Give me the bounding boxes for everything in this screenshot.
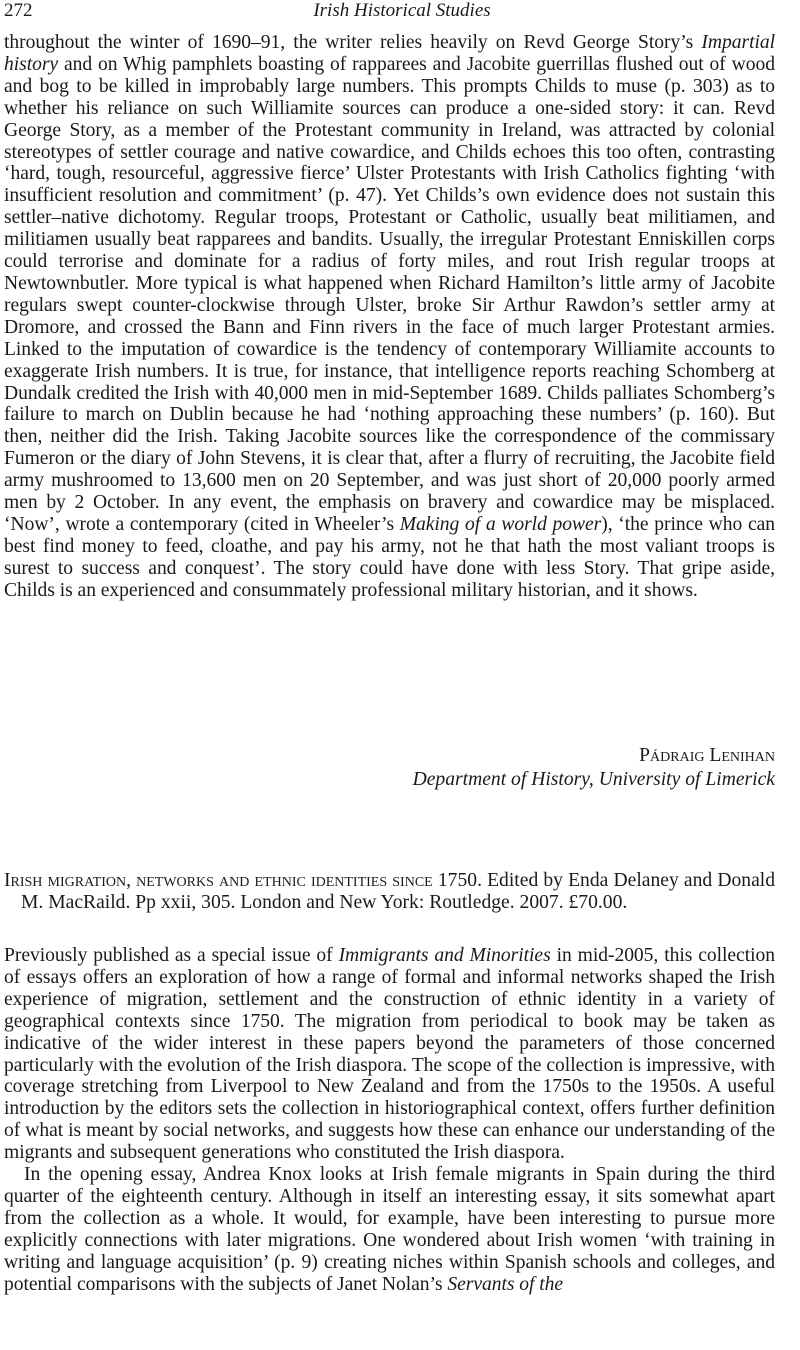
book-details: 1750. Edited by Enda Delaney and [437,870,713,891]
page-header [4,0,800,24]
reviewer-affiliation: Department of History, University of Limerick [412,769,775,790]
reviewer-signature [4,745,775,791]
body-text: ), ‘the prince who can best find money to feed, cloathe, and pay his army, not he that hath the most valiant troops is surest to success and conquest’. The story could have done with less Story. That gripe aside, Childs is an experienced and consummately professional military historian, and it shows. [4,513,775,601]
review-two-para-1: Previously published as a special issue of Immigrants and Minorities in mid-2005, this collection of essays offers an exploration of how a range of formal and informal networks shaped the Irish experience of migration, settlement and the construction of ethnic identity in a variety of geographical contexts since 1750. The migration from periodical to book may be taken as indicative of the wider interest in these papers beyond the parameters of those concerned particularly with the evolution of the Irish diaspora. The scope of the collection is impressive, with coverage stretching from Liverpool to New Zealand and from the 1750s to the 1950s. A useful introduction by the editors sets the collection in historiographical context, offers further definition of what is meant by social networks, and suggests how these can enhance our understanding of the migrants and subsequent generations who constituted the Irish diaspora. [4,945,775,1164]
journal-title-italic: Immigrants and Minorities [338,945,551,966]
body-text: and on Whig pamphlets boasting of rapparees and Jacobite guerrillas flushed out of wood and bog to be killed in improbably large numbers. This prompts Childs to muse (p. 303) as to whether his reliance on such Williamite sources can produce a one-sided story: it can. Revd George Story, as a member of the Protestant community in Ireland, was attracted by colonial stereotypes of settler courage and native cowardice, and Childs echoes this too often, contrasting ‘hard, tough, resourceful, aggressive fierce’ Ulster Protestants with Irish Catholics fighting ‘with insufficient resolution and commitment’ (p. 47). Yet Childs’s own evidence does not sustain this settler–native dichotomy. Regular troops, Protestant or Catholic, usually beat militiamen, and militiamen usually beat rapparees and bandits. Usually, the irregular Protestant Enniskillen corps could terrorise and dominate for a radius of forty miles, and rout Irish regular troops at Newtownbutler. More typical is what happened when Richard Hamilton’s little army of Jacobite regulars swept counter-clockwise through Ulster, broke Sir Arthur Rawdon’s settler army at Dromore, and crossed the Bann and Finn rivers in the face of much larger Protestant armies. Linked to the imputation of cowardice is the tendency of contemporary Williamite accounts to exaggerate Irish numbers. It is true, for instance, that intelligence reports reaching Schomberg at Dundalk credited the Irish with 40,000 men in mid-September 1689. Childs palliates Schomberg’s failure to march on Dublin because he had ‘nothing approaching these numbers’ (p. 160). But then, neither did the Irish. Taking Jacobite sources like the correspondence of the commissary Fumeron or the diary of John Stevens, it is clear that, after a flurry of recruiting, the Jacobite field army mushroomed to 13,600 men on 20 September, and was just short of 20,000 poorly armed men by 2 October. In any event, the emphasis on bravery and cowardice may be misplaced. ‘Now’, wrote a contemporary (cited in Wheeler’s [4,53,775,535]
book-title-italic: Making of a world power [399,513,602,535]
book-details: Donald M. MacRaild. Pp xxii, 305. London and New York: Routledge. 2007. £70.00. [21,870,776,913]
review-one-body [4,32,775,602]
review-two-para-2: In the opening essay, Andrea Knox looks at Irish female migrants in Spain during the third quarter of the eighteenth century. Although in itself an interesting essay, it sits somewhat apart from the collection as a whole. It would, for example, have been interesting to pursue more explicitly connections with later migrations. One wondered about Irish women ‘with training in writing and language acquisition’ (p. 9) creating niches within Spanish schools and colleges, and potential comparisons with the subjects of Janet Nolan’s Servants of the [4,1164,775,1295]
book-title-italic: Servants of the [447,1273,564,1295]
running-head: Irish Historical Studies [313,0,491,21]
review-one [4,32,775,602]
book-title-italic: Impartial history [4,32,775,75]
review-two [4,945,775,1296]
book-title: Irish migration, networks and ethnic identities since [4,870,433,891]
reviewer-name: Pádraig Lenihan [639,745,775,766]
body-text: throughout the winter of 1690–91, the writer relies heavily on Revd George Story’s [4,32,702,53]
book-citation [4,870,775,914]
book-entry [4,870,775,914]
page-number: 272 [4,0,33,21]
